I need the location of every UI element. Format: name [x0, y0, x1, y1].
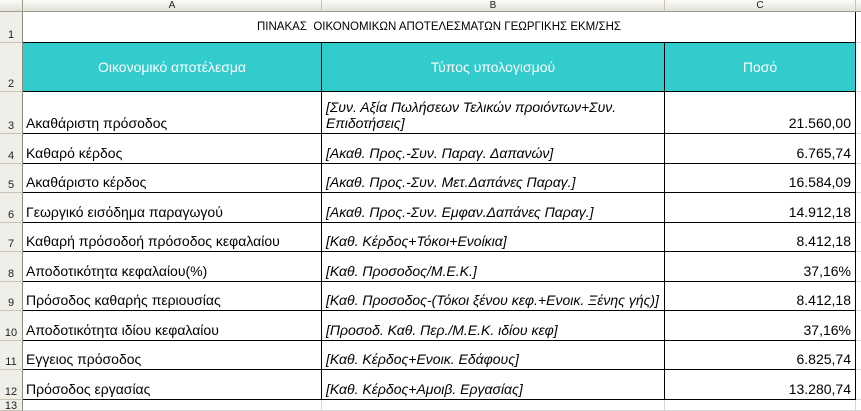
- cell-a5[interactable]: Ακαθάριστο κέρδος: [23, 164, 322, 193]
- table-row: [0, 193, 861, 223]
- row-header-8[interactable]: 8: [0, 252, 23, 282]
- column-header-next[interactable]: [856, 0, 861, 12]
- row-header-7[interactable]: 7: [0, 223, 23, 252]
- cell-c10[interactable]: 37,16%: [665, 311, 856, 341]
- column-header-c[interactable]: C: [665, 0, 856, 12]
- cell-c3[interactable]: 21.560,00: [665, 92, 856, 134]
- empty-row: [0, 400, 861, 411]
- row-header-1[interactable]: 1: [0, 12, 23, 43]
- cell-a9[interactable]: Πρόσοδος καθαρής περιουσίας: [23, 282, 322, 311]
- column-d-cell[interactable]: [856, 134, 861, 164]
- cell-b4[interactable]: [Ακαθ. Προς.-Συν. Παραγ. Δαπανών]: [322, 134, 665, 164]
- table-row: [0, 341, 861, 370]
- row-header-6[interactable]: 6: [0, 193, 23, 223]
- column-d-cell[interactable]: [856, 164, 861, 193]
- cell-a6[interactable]: Γεωργικό εισόδημα παραγωγού: [23, 193, 322, 223]
- column-d-cell[interactable]: [856, 223, 861, 252]
- cell-c5[interactable]: 16.584,09: [665, 164, 856, 193]
- select-all-button[interactable]: [0, 0, 23, 12]
- row-header-12[interactable]: 12: [0, 370, 23, 400]
- cell-a3[interactable]: Ακαθάριστη πρόσοδος: [23, 92, 322, 134]
- table-row: [0, 223, 861, 252]
- cell-b6[interactable]: [Ακαθ. Προς.-Συν. Εμφαν.Δαπάνες Παραγ.]: [322, 193, 665, 223]
- column-d-cell[interactable]: [856, 193, 861, 223]
- row-header-10[interactable]: 10: [0, 311, 23, 341]
- column-d-cell[interactable]: [856, 12, 861, 43]
- row-header-11[interactable]: 11: [0, 341, 23, 370]
- cell-c8[interactable]: 37,16%: [665, 252, 856, 282]
- column-d-cell[interactable]: [856, 370, 861, 400]
- cell-c11[interactable]: 6.825,74: [665, 341, 856, 370]
- cell-a7[interactable]: Καθαρή πρόσοδοή πρόσοδος κεφαλαίου: [23, 223, 322, 252]
- column-d-cell[interactable]: [856, 92, 861, 134]
- cell-a12[interactable]: Πρόσοδος εργασίας: [23, 370, 322, 400]
- row-header-2[interactable]: 2: [0, 43, 23, 92]
- column-header-b[interactable]: B: [322, 0, 665, 12]
- column-d-cell[interactable]: [856, 43, 861, 92]
- cell-c7[interactable]: 8.412,18: [665, 223, 856, 252]
- column-d-cell[interactable]: [856, 252, 861, 282]
- cell-a4[interactable]: Καθαρό κέρδος: [23, 134, 322, 164]
- table-header-amount[interactable]: Ποσό: [665, 43, 856, 92]
- table-row: [0, 370, 861, 400]
- cell-a8[interactable]: Αποδοτικότητα κεφαλαίου(%): [23, 252, 322, 282]
- cell-c9[interactable]: 8.412,18: [665, 282, 856, 311]
- row-header-3[interactable]: 3: [0, 92, 23, 134]
- row-header-9[interactable]: 9: [0, 282, 23, 311]
- table-row: [0, 92, 861, 134]
- row-header-13[interactable]: 13: [0, 400, 23, 411]
- cell-b3[interactable]: [Συν. Αξία Πωλήσεων Τελικών προιόντων+Συν. Επιδοτήσεις]: [322, 92, 665, 134]
- column-d-cell[interactable]: [856, 282, 861, 311]
- row-header-4[interactable]: 4: [0, 134, 23, 164]
- cell-c13[interactable]: [665, 400, 856, 411]
- cell-c6[interactable]: 14.912,18: [665, 193, 856, 223]
- cell-b12[interactable]: [Καθ. Κέρδος+Αμοιβ. Εργασίας]: [322, 370, 665, 400]
- table-row: [0, 252, 861, 282]
- cell-b13[interactable]: [322, 400, 665, 411]
- cell-a13[interactable]: [23, 400, 322, 411]
- column-d-cell[interactable]: [856, 400, 861, 411]
- table-header-formula[interactable]: Τύπος υπολογισμού: [322, 43, 665, 92]
- column-header-row: [0, 0, 861, 12]
- cell-b11[interactable]: [Καθ. Κέρδος+Ενοικ. Εδάφους]: [322, 341, 665, 370]
- table-row: [0, 164, 861, 193]
- table-header-row: [0, 43, 861, 92]
- cell-b5[interactable]: [Ακαθ. Προς.-Συν. Μετ.Δαπάνες Παραγ.]: [322, 164, 665, 193]
- cell-a10[interactable]: Αποδοτικότητα ιδίου κεφαλαίου: [23, 311, 322, 341]
- row-header-5[interactable]: 5: [0, 164, 23, 193]
- table-title-cell[interactable]: ΠΙΝΑΚΑΣ ΟΙΚΟΝΟΜΙΚΩΝ ΑΠΟΤΕΛΕΣΜΑΤΩΝ ΓΕΩΡΓΙΚΗΣ ΕΚΜ/ΣΗΣ: [23, 12, 856, 43]
- table-row: [0, 282, 861, 311]
- cell-b9[interactable]: [Καθ. Προσοδος-(Τόκοι ξένου κεφ.+Ενοικ. Ξένης γής)]: [322, 282, 665, 311]
- table-row: [0, 311, 861, 341]
- cell-a11[interactable]: Εγγειος πρόσοδος: [23, 341, 322, 370]
- column-d-cell[interactable]: [856, 341, 861, 370]
- title-row: [0, 12, 861, 43]
- cell-b8[interactable]: [Καθ. Προσοδος/Μ.Ε.Κ.]: [322, 252, 665, 282]
- cell-c4[interactable]: 6.765,74: [665, 134, 856, 164]
- column-d-cell[interactable]: [856, 311, 861, 341]
- cell-b10[interactable]: [Προσοδ. Καθ. Περ./Μ.Ε.Κ. ιδίου κεφ]: [322, 311, 665, 341]
- cell-b7[interactable]: [Καθ. Κέρδος+Τόκοι+Ενοίκια]: [322, 223, 665, 252]
- cell-c12[interactable]: 13.280,74: [665, 370, 856, 400]
- table-row: [0, 134, 861, 164]
- table-header-result[interactable]: Οικονομικό αποτέλεσμα: [23, 43, 322, 92]
- column-header-a[interactable]: A: [23, 0, 322, 12]
